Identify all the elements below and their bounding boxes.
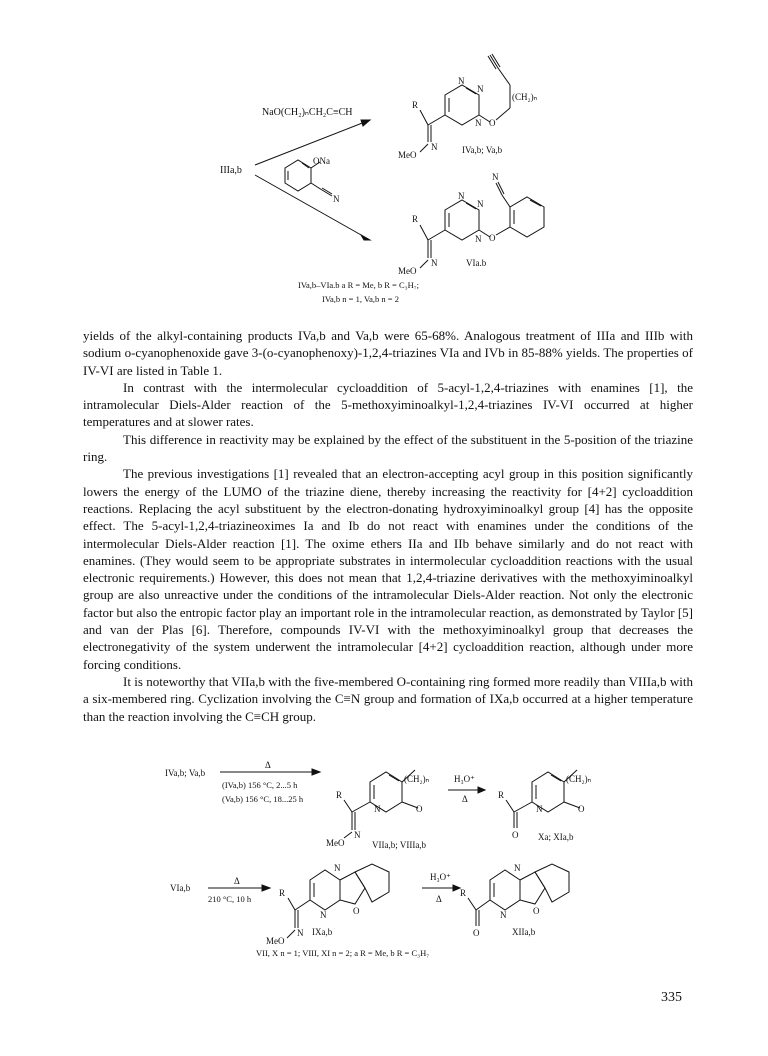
- label-ix: IXa,b: [312, 927, 333, 937]
- xii-r: R: [460, 888, 467, 898]
- scheme-2-footnote: VII, X n = 1; VIII, XI n = 2; a R = Me, b R = C₃H₇: [256, 948, 430, 958]
- page-number: 335: [661, 990, 682, 1005]
- scheme-2-drawing: [160, 760, 620, 960]
- xii-ring-n-top: N: [514, 863, 521, 873]
- ix-meo: MeO: [266, 936, 285, 946]
- vii-o: O: [416, 804, 423, 814]
- reagent-phenoxide-ona: ONa: [313, 156, 330, 166]
- reaction-scheme-1: [200, 40, 580, 310]
- top-ring-n-1: N: [458, 76, 465, 86]
- bottom-ring-n-2: N: [477, 199, 484, 209]
- delta-3: Δ: [234, 876, 240, 886]
- vii-r: R: [336, 790, 343, 800]
- ix-ring-n-top: N: [334, 863, 341, 873]
- h3o-2: H₃O⁺: [430, 872, 451, 882]
- bottom-ring-n-3: N: [475, 234, 482, 244]
- top-r: R: [412, 100, 419, 110]
- vii-oxime-n: N: [354, 830, 361, 840]
- top-product-label: IVa,b; Va,b: [462, 145, 503, 155]
- paragraph-1: yields of the alkyl-containing products IVa,b and Va,b were 65-68%. Analogous treatment of IIIa and IIIb with sodium o-cyanophenoxide gave 3-(o-cyanophenoxy)-1,2,4-triazines VIa and IVb in 85-88% yields. The properties of IV-VI are listed in Table 1.: [83, 328, 693, 378]
- bottom-oxime-n: N: [431, 258, 438, 268]
- ix-oxime-n: N: [297, 928, 304, 938]
- bottom-nitrile-n: N: [492, 172, 499, 182]
- bottom-ether-o: O: [489, 233, 496, 243]
- top-meo: MeO: [398, 150, 417, 160]
- x-ring-n: N: [536, 804, 543, 814]
- reagent-nitrile-n: N: [333, 194, 340, 204]
- vii-meo: MeO: [326, 838, 345, 848]
- bottom-r: R: [412, 214, 419, 224]
- body-text: [83, 327, 693, 725]
- x-r: R: [498, 790, 505, 800]
- paragraph-3: This difference in reactivity may be explained by the effect of the substituent in the 5-position of the triazine ring.: [83, 431, 693, 465]
- bottom-ring-n-1: N: [458, 191, 465, 201]
- bottom-meo: MeO: [398, 266, 417, 276]
- paragraph-5: It is noteworthy that VIIa,b with the five-membered O-containing ring formed more readily than VIIIa,b with a six-membered ring. Cyclization involving the C≡N group and formation of IXa,b occurred at a higher temperature than the reaction involving the C≡CH group.: [83, 673, 693, 724]
- scheme-1-footnote-2: IVa,b n = 1, Va,b n = 2: [322, 294, 399, 304]
- paragraph-2: In contrast with the intermolecular cycloaddition of 5-acyl-1,2,4-triazines with enamines [1], the intramolecular Diels-Alder reaction of the 5-methoxyiminoalkyl-1,2,4-triazines IV-VI occurred at higher temperatures and at slower rates.: [83, 379, 693, 430]
- delta-4: Δ: [436, 894, 442, 904]
- vii-ring-n: N: [374, 804, 381, 814]
- conditions-v: (Va,b) 156 °C, 18...25 h: [222, 794, 304, 804]
- top-chain: (CH₂)ₙ: [512, 92, 538, 102]
- reagent-alkynolate: NaO(CH₂)ₙCH₂C≡CH: [262, 107, 353, 118]
- ix-ring-n-bottom: N: [320, 910, 327, 920]
- top-ring-n-2: N: [477, 84, 484, 94]
- x-carbonyl-o: O: [512, 830, 519, 840]
- x-chain: (CH₂)ₙ: [566, 774, 592, 784]
- label-vii-viii: VIIa,b; VIIIa,b: [372, 840, 427, 850]
- scheme-2-start-top: IVa,b; Va,b: [165, 768, 206, 778]
- delta-2: Δ: [462, 794, 468, 804]
- label-x-xi: Xa; XIa,b: [538, 832, 574, 842]
- conditions-iv: (IVa,b) 156 °C, 2...5 h: [222, 780, 298, 790]
- bottom-product-label: VIa.b: [466, 258, 487, 268]
- xii-ring-n-bottom: N: [500, 910, 507, 920]
- xii-o: O: [533, 906, 540, 916]
- conditions-vi: 210 °C, 10 h: [208, 894, 252, 904]
- vii-chain: (CH₂)ₙ: [404, 774, 430, 784]
- scheme-1-drawing: [200, 40, 580, 310]
- top-ring-n-3: N: [475, 118, 482, 128]
- delta-1: Δ: [265, 760, 271, 770]
- ix-r: R: [279, 888, 286, 898]
- h3o-1: H₃O⁺: [454, 774, 475, 784]
- top-oxime-n: N: [431, 142, 438, 152]
- label-xii: XIIa,b: [512, 927, 536, 937]
- scheme-2-start-bottom: VIa,b: [170, 883, 191, 893]
- scheme-1-footnote-1: IVa,b–VIa.b a R = Me, b R = C₃H₇;: [298, 280, 420, 290]
- x-o: O: [578, 804, 585, 814]
- paragraph-4: The previous investigations [1] revealed that an electron-accepting acyl group in this position significantly lowers the energy of the LUMO of the triazine diene, thereby increasing the reactivity for [4+2] cycloaddition reactions. Replacing the acyl substituent by the electron-donating hydroxyiminoalkyl group [4] has the opposite effect. The 5-acyl-1,2,4-triazineoximes Ia and Ib do not react with enamines under the conditions of the intermolecular Diels-Alder reaction [1]. The oxime ethers IIa and IIb behave similarly and do not react with enamines. (They would seem to be appropriate substrates in intermolecular cycloaddition reactions with the usual electronic requirements.) However, this does not mean that 1,2,4-triazine derivatives with the methoxyiminoalkyl group are also unreactive under the conditions of the intramolecular Diels-Alder reaction. Not only the electronic factor but also the entropic factor play an important role in the intramolecular reaction, as demonstrated by Taylor [5] and van der Plas [6]. Therefore, compounds IV-VI with the methoxyiminoalkyl group that decreases the electronegativity of the system underwent the intramolecular [4+2] cycloaddition reaction, although under more forcing conditions.: [83, 466, 693, 672]
- reaction-scheme-2: [160, 760, 620, 960]
- xii-carbonyl-o: O: [473, 928, 480, 938]
- starting-material-label: IIIa,b: [220, 165, 242, 176]
- ix-o: O: [353, 906, 360, 916]
- top-ether-o: O: [489, 118, 496, 128]
